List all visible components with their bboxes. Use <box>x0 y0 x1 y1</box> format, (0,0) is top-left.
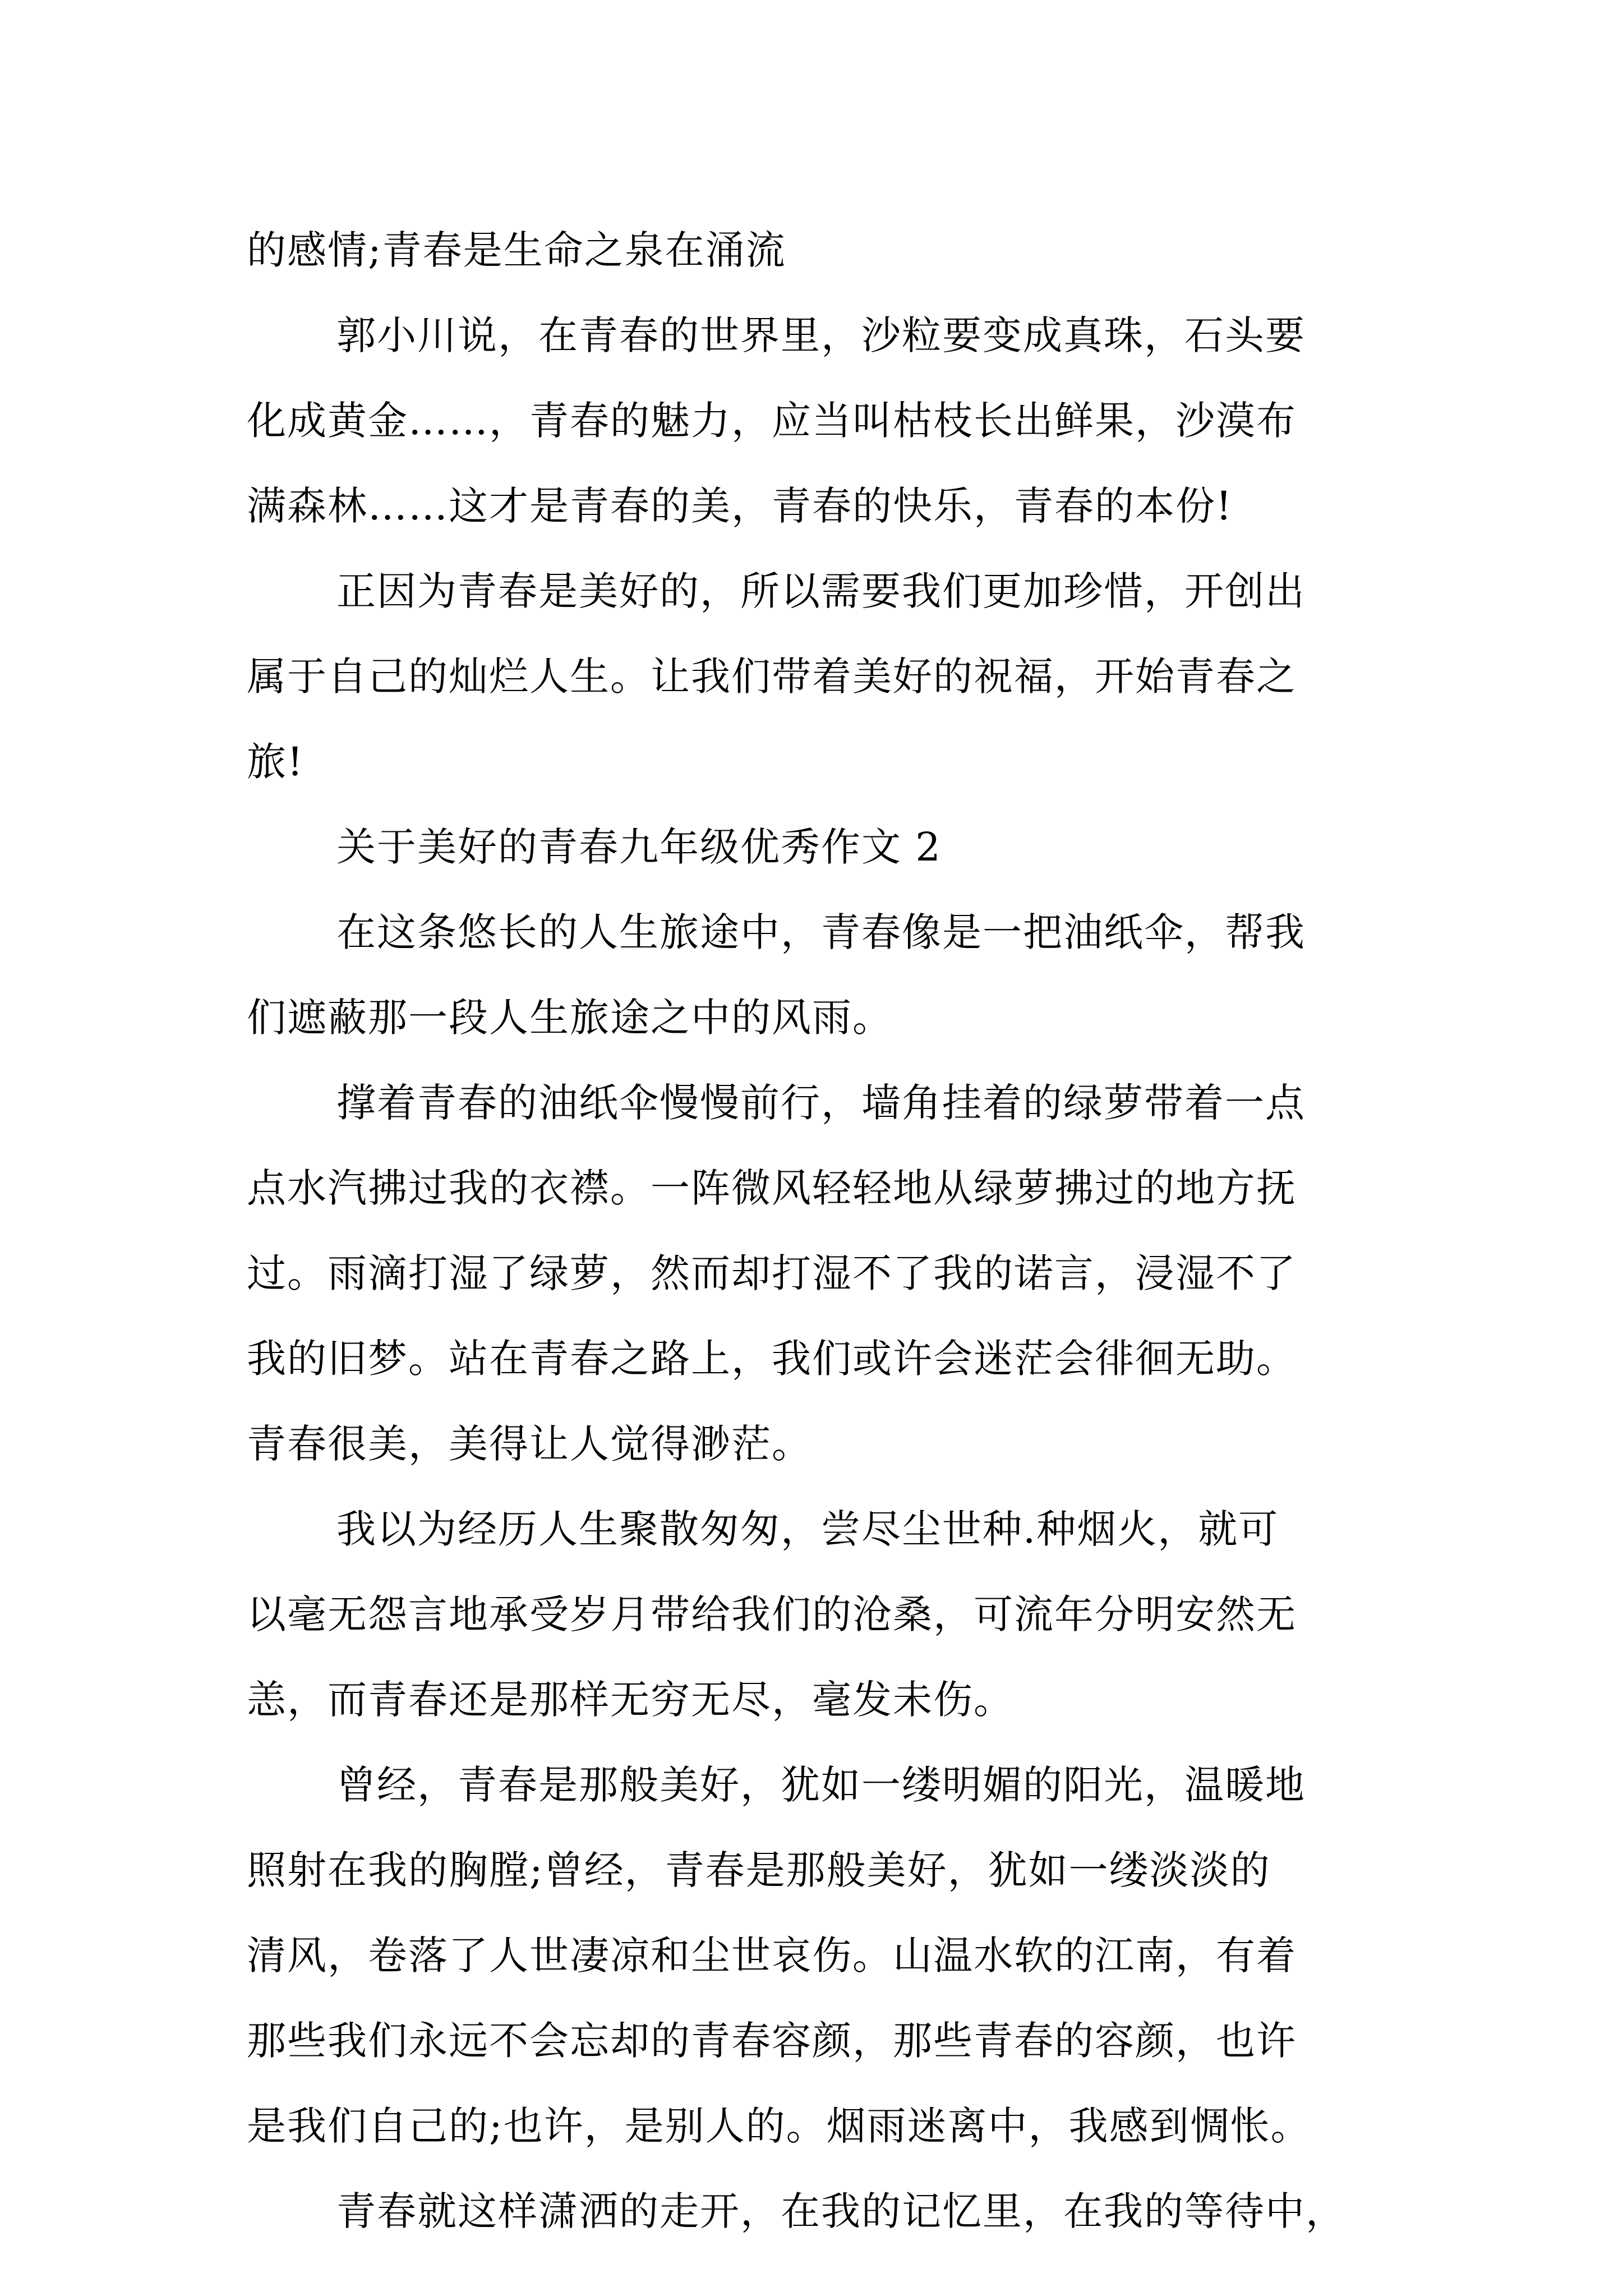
text-line: 们遮蔽那一段人生旅途之中的风雨。 <box>247 995 893 1041</box>
text-line: 照射在我的胸膛;曾经，青春是那般美好，犹如一缕淡淡的 <box>247 1847 1271 1893</box>
document-body <box>247 208 1391 2254</box>
text-line: 旅! <box>247 739 305 785</box>
text-line: 青春很美，美得让人觉得渺茫。 <box>247 1421 812 1467</box>
paragraph-start-line: 曾经，青春是那般美好，犹如一缕明媚的阳光，温暖地 <box>336 1762 1306 1808</box>
text-line: 以毫无怨言地承受岁月带给我们的沧桑，可流年分明安然无 <box>247 1591 1297 1637</box>
text-line: 那些我们永远不会忘却的青春容颜，那些青春的容颜，也许 <box>247 2018 1297 2064</box>
paragraph-start-line: 撑着青春的油纸伞慢慢前行，墙角挂着的绿萝带着一点 <box>336 1080 1306 1126</box>
text-line: 恙，而青春还是那样无穷无尽，毫发未伤。 <box>247 1677 1014 1723</box>
text-line: 过。雨滴打湿了绿萝，然而却打湿不了我的诺言，浸湿不了 <box>247 1250 1297 1296</box>
text-line: 满森林……这才是青春的美，青春的快乐，青春的本份! <box>247 483 1233 529</box>
text-line: 点水汽拂过我的衣襟。一阵微风轻轻地从绿萝拂过的地方抚 <box>247 1165 1297 1211</box>
text-line: 清风，卷落了人世凄凉和尘世哀伤。山温水软的江南，有着 <box>247 1932 1297 1978</box>
paragraph-start-line: 郭小川说，在青春的世界里，沙粒要变成真珠，石头要 <box>336 312 1306 358</box>
text-line: 我的旧梦。站在青春之路上，我们或许会迷茫会徘徊无助。 <box>247 1336 1297 1382</box>
paragraph-start-line: 正因为青春是美好的，所以需要我们更加珍惜，开创出 <box>336 568 1306 614</box>
paragraph-start-line: 青春就这样潇洒的走开，在我的记忆里，在我的等待中， <box>336 2188 1346 2234</box>
text-line: 属于自己的灿烂人生。让我们带着美好的祝福，开始青春之 <box>247 654 1297 700</box>
paragraph-start-line: 我以为经历人生聚散匆匆，尝尽尘世种.种烟火，就可 <box>336 1506 1279 1552</box>
section-heading: 关于美好的青春九年级优秀作文 2 <box>336 824 942 870</box>
text-line: 是我们自己的;也许，是别人的。烟雨迷离中，我感到惆怅。 <box>247 2103 1311 2149</box>
text-line: 的感情;青春是生命之泉在涌流 <box>247 227 786 273</box>
text-line: 化成黄金……，青春的魅力，应当叫枯枝长出鲜果，沙漠布 <box>247 398 1297 444</box>
paragraph-start-line: 在这条悠长的人生旅途中，青春像是一把油纸伞，帮我 <box>336 909 1306 955</box>
